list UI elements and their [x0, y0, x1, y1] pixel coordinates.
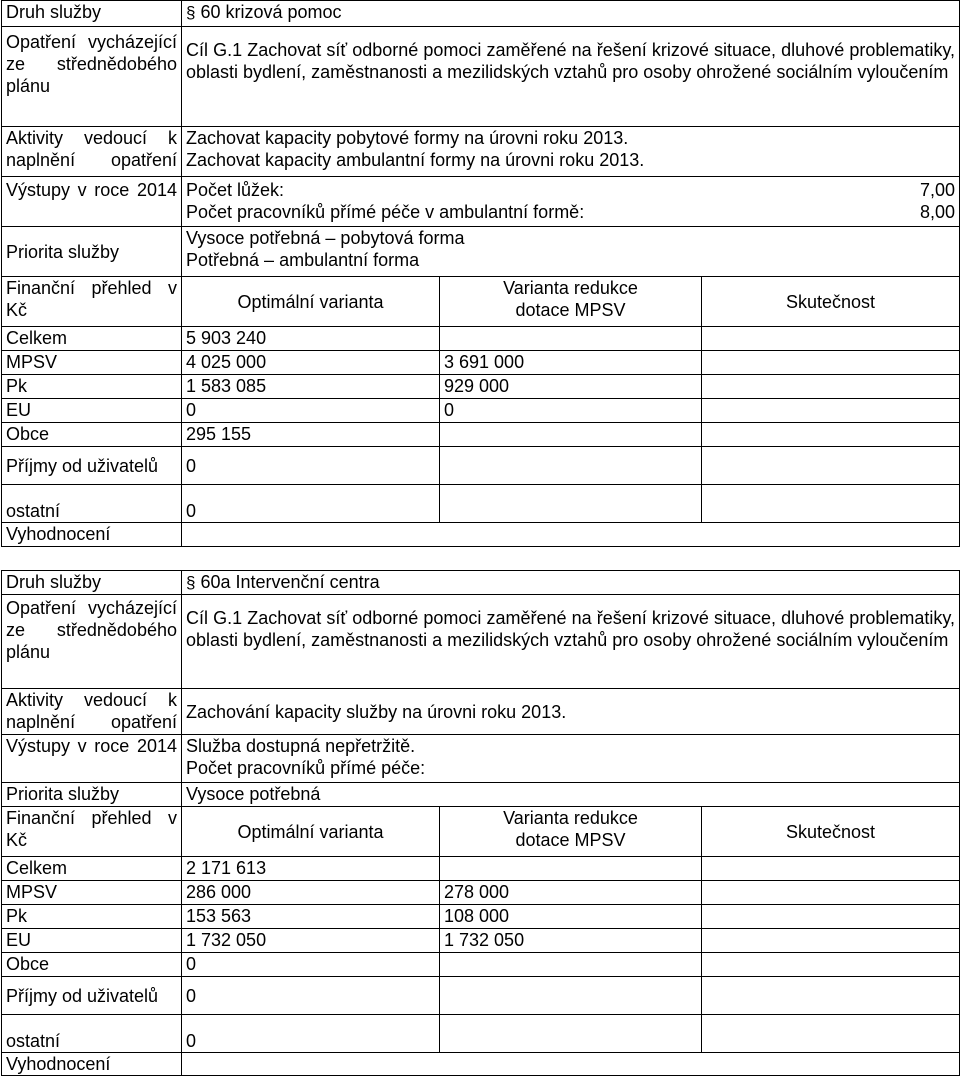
cell-reduction	[440, 857, 702, 881]
vystupy-line-1	[186, 179, 955, 201]
cell-actual	[702, 905, 960, 929]
row-label: Příjmy od uživatelů	[2, 447, 182, 485]
cell-optimal: 0	[182, 447, 440, 485]
cell-reduction	[440, 977, 702, 1015]
cell-optimal: 5 903 240	[182, 327, 440, 351]
cell-actual	[702, 447, 960, 485]
cell-reduction: 108 000	[440, 905, 702, 929]
col-skutecnost: Skutečnost	[702, 807, 960, 857]
financni-prehled-label: Finanční přehled v Kč	[2, 807, 182, 857]
row-label: EU	[2, 399, 182, 423]
cell-actual	[702, 857, 960, 881]
cell-reduction: 929 000	[440, 375, 702, 399]
cell-optimal: 0	[182, 953, 440, 977]
pocet-pracovniku-value: 8,00	[919, 202, 956, 222]
druh-sluzby-value	[182, 571, 960, 595]
row-label: Obce	[2, 953, 182, 977]
cell-optimal: 0	[182, 977, 440, 1015]
aktivity-value: Zachování kapacity služby na úrovni roku 2013.	[182, 689, 960, 735]
cell-optimal: 153 563	[182, 905, 440, 929]
cell-reduction: 1 732 050	[440, 929, 702, 953]
cell-actual	[702, 375, 960, 399]
priorita-label: Priorita služby	[2, 227, 182, 277]
cell-optimal: 286 000	[182, 881, 440, 905]
section-gap	[0, 547, 960, 570]
col-varianta-redukce: Varianta redukce dotace MPSV	[440, 807, 702, 857]
row-label: Pk	[2, 375, 182, 399]
cell-actual	[702, 327, 960, 351]
col-varianta-redukce: Varianta redukce dotace MPSV	[440, 277, 702, 327]
cell-reduction	[440, 485, 702, 523]
vystupy-line-2	[186, 201, 955, 223]
cell-reduction: 3 691 000	[440, 351, 702, 375]
cell-optimal: 0	[182, 399, 440, 423]
row-label: Celkem	[2, 327, 182, 351]
cell-reduction	[440, 327, 702, 351]
cell-actual	[702, 977, 960, 1015]
row-label: Příjmy od uživatelů	[2, 977, 182, 1015]
col-optimalni-varianta: Optimální varianta	[182, 277, 440, 327]
row-label: Obce	[2, 423, 182, 447]
aktivity-label: Aktivity vedoucí k naplnění opatření	[2, 689, 182, 735]
cell-actual	[702, 881, 960, 905]
pocet-pracovniku-label: Počet pracovníků přímé péče v ambulantní formě:	[186, 202, 585, 222]
cell-actual	[702, 929, 960, 953]
opatreni-value: Cíl G.1 Zachovat síť odborné pomoci zaměřené na řešení krizové situace, dluhové problematiky, oblasti bydlení, zaměstnanosti a mezilidských vztahů pro osoby ohrožené sociálním vyloučením	[182, 595, 960, 689]
vyhodnoceni-label: Vyhodnocení	[2, 523, 182, 547]
cell-actual	[702, 1015, 960, 1053]
priorita-value: Vysoce potřebná	[182, 783, 960, 807]
financni-prehled-label: Finanční přehled v Kč	[2, 277, 182, 327]
row-label: ostatní	[2, 485, 182, 523]
service-table-60a	[1, 570, 960, 1076]
cell-optimal: 0	[182, 485, 440, 523]
opatreni-value: Cíl G.1 Zachovat síť odborné pomoci zaměřené na řešení krizové situace, dluhové problematiky, oblasti bydlení, zaměstnanosti a mezilidských vztahů pro osoby ohrožené sociálním vyloučením	[182, 27, 960, 127]
priorita-line-1: Vysoce potřebná – pobytová forma	[186, 228, 465, 248]
cell-actual	[702, 485, 960, 523]
service-table-60	[1, 0, 960, 547]
service-name: 60 krizová pomoc	[200, 2, 342, 22]
vystupy-label: Výstupy v roce 2014	[2, 735, 182, 783]
opatreni-label: Opatření vycházející ze střednědobého plánu	[2, 27, 182, 127]
opatreni-label: Opatření vycházející ze střednědobého plánu	[2, 595, 182, 689]
vystupy-line-2: Počet pracovníků přímé péče:	[186, 758, 426, 778]
cell-reduction	[440, 447, 702, 485]
cell-optimal: 0	[182, 1015, 440, 1053]
row-label: MPSV	[2, 881, 182, 905]
pocet-luzek-label: Počet lůžek:	[186, 180, 285, 200]
cell-actual	[702, 351, 960, 375]
aktivity-value	[182, 127, 960, 177]
vyhodnoceni-value	[182, 523, 960, 547]
aktivity-line-2: Zachovat kapacity ambulantní formy na úrovni roku 2013.	[186, 150, 645, 170]
aktivity-label: Aktivity vedoucí k naplnění opatření	[2, 127, 182, 177]
vystupy-label: Výstupy v roce 2014	[2, 177, 182, 227]
cell-optimal: 1 583 085	[182, 375, 440, 399]
druh-sluzby-label: Druh služby	[2, 571, 182, 595]
cell-optimal: 4 025 000	[182, 351, 440, 375]
row-label: EU	[2, 929, 182, 953]
aktivity-line-1: Zachovat kapacity pobytové formy na úrovni roku 2013.	[186, 128, 629, 148]
vystupy-value	[182, 735, 960, 783]
row-label: Pk	[2, 905, 182, 929]
pocet-luzek-value: 7,00	[919, 180, 956, 200]
cell-optimal: 1 732 050	[182, 929, 440, 953]
cell-actual	[702, 399, 960, 423]
cell-reduction	[440, 423, 702, 447]
vyhodnoceni-value	[182, 1053, 960, 1076]
vystupy-line-1: Služba dostupná nepřetržitě.	[186, 736, 416, 756]
paragraph-symbol: §	[186, 3, 196, 22]
cell-actual	[702, 423, 960, 447]
row-label: Celkem	[2, 857, 182, 881]
priorita-value	[182, 227, 960, 277]
cell-optimal: 295 155	[182, 423, 440, 447]
cell-reduction	[440, 953, 702, 977]
cell-optimal: 2 171 613	[182, 857, 440, 881]
row-label: ostatní	[2, 1015, 182, 1053]
priorita-label: Priorita služby	[2, 783, 182, 807]
vyhodnoceni-label: Vyhodnocení	[2, 1053, 182, 1076]
col-optimalni-varianta: Optimální varianta	[182, 807, 440, 857]
cell-reduction: 278 000	[440, 881, 702, 905]
druh-sluzby-label: Druh služby	[2, 1, 182, 27]
col-skutecnost: Skutečnost	[702, 277, 960, 327]
service-name: 60a Intervenční centra	[200, 572, 380, 592]
druh-sluzby-value	[182, 1, 960, 27]
vystupy-value	[182, 177, 960, 227]
row-label: MPSV	[2, 351, 182, 375]
cell-reduction	[440, 1015, 702, 1053]
cell-reduction: 0	[440, 399, 702, 423]
paragraph-symbol: §	[186, 573, 196, 592]
cell-actual	[702, 953, 960, 977]
priorita-line-2: Potřebná – ambulantní forma	[186, 250, 420, 270]
